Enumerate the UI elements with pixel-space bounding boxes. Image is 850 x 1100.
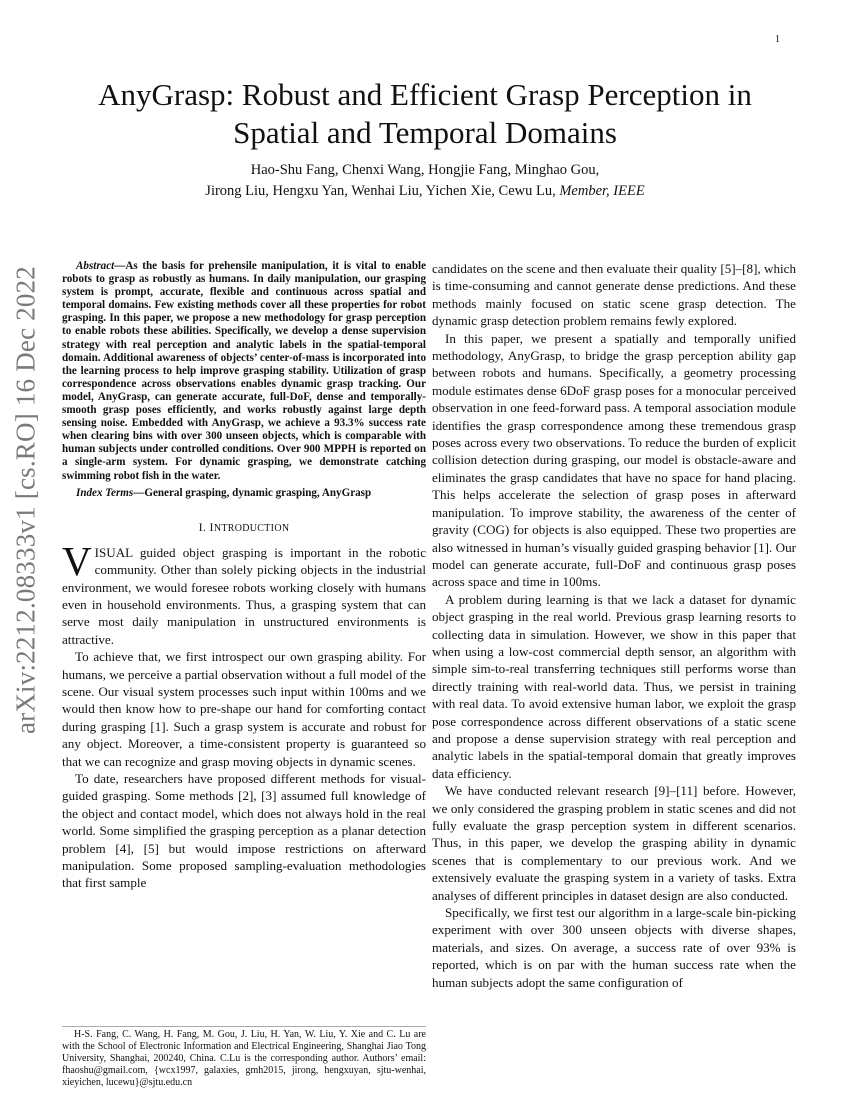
section-title-first-letter: I [209, 519, 214, 534]
author-footnote [62, 1026, 426, 1089]
index-terms [62, 487, 426, 500]
left-column [62, 260, 426, 892]
arxiv-stamp [6, 265, 46, 735]
right-paragraph-4: We have conducted relevant research [9]–[11] before. However, we only considered the grasping problem in static scenes and did not fully evaluate the grasp perception system in different scenarios. Thus, in this paper, we develop the grasping ability in dynamic scenes that is complementary to our previous work. And we extensively evaluate the grasping system in a variety of tasks. Extra analyses of different principles in dataset design are also conducted. [432, 783, 796, 903]
right-paragraph-2: In this paper, we present a spatially and temporally unified methodology, AnyGrasp, to bridge the grasp perception ability gap between robots and humans. Specifically, a geometry processing module estimates dense 6DoF grasp poses for a monocular perceived observation in one feed-forward pass. A temporal association module identifies the grasp correspondence among these tremendous grasp poses across every two observations. To reduce the burden of explicit collision detection during grasping, our model is obstacle-aware and eliminates the grasp candidates that have no space for hand placing. This helps accelerate the selection of grasp poses in afterward manipulation. To improve stability, the awareness of the center of gravity (COG) for objects is also equipped. These two properties are also witnessed in human’s visually guided grasping behavior [1]. Our model can generate accurate, full-DoF and continuous grasp poses across space and time in 100ms. [432, 330, 796, 590]
authors-line-1: Hao-Shu Fang, Chenxi Wang, Hongjie Fang, Minghao Gou, [250, 162, 600, 178]
right-paragraph-1: candidates on the scene and then evaluate their quality [5]–[8], which is time-consuming and cannot generate dense predictions. And these methods mainly focused on static scene grasp detection. The dynamic grasp detection problem remains fewly explored. [432, 261, 796, 329]
abstract [62, 260, 426, 483]
page-number: 1 [775, 34, 780, 45]
intro-paragraph-2: To achieve that, we first introspect our own grasping ability. For humans, we perceive a partial observation without a full model of the scene. Our visual system processes such input within 100ms and we would then know how to pre-shape our hand for comforting contact during grasping [1]. Such a grasp system is accurate and robust for any object. Moreover, a time-consistent property is guaranteed so that we can recognize and grasp moving objects in dynamic scenes. [62, 649, 426, 769]
intro-paragraph-1 [62, 537, 426, 648]
drop-cap: V [62, 537, 92, 584]
section-number: I. [198, 519, 207, 534]
author-list [60, 160, 790, 202]
abstract-text: —As the basis for prehensile manipulation, it is vital to enable robots to grasp as robustly as humans. In daily manipulation, our grasping system is prompt, accurate, flexible and continuous across spatial and temporal domains. Few existing methods cover all these properties for robot grasping. In this paper, we propose a new methodology for grasp perception to enable robots these abilities. Specifically, we develop a dense supervision strategy with real perception and analytic labels in the spatial-temporal domain. Additional awareness of objects’ center-of-mass is incorporated into the learning process to help improve grasping stability. Utilization of grasp correspondence across observations enables dynamic grasp tracking. Our model, AnyGrasp, can generate accurate, full-DoF, dense and temporally-smooth grasp poses efficiently, and works robustly against large depth sensing noise. Embedded with AnyGrasp, we achieve a 93.3% success rate when clearing bins with over 300 unseen objects, which is comparable with human subjects under controlled conditions. Over 900 MPPH is reported on a single-arm system. For dynamic grasping, we demonstrate catching swimming robot fish in the water. [62, 260, 426, 482]
authors-line-2-names: Jirong Liu, Hengxu Yan, Wenhai Liu, Yichen Xie, Cewu Lu, [205, 183, 556, 199]
index-terms-label: Index Terms [76, 486, 134, 499]
section-heading-introduction [62, 520, 426, 535]
intro-paragraph-3: To date, researchers have proposed different methods for visual-guided grasping. Some methods [2], [3] assumed full knowledge of the object and contact model, which does not always hold in the real world. Some simplified the grasping perception as a planar detection problem [4], [5] but would impose restrictions on afterward manipulation. Some proposed sampling-evaluation methodologies that first sample [62, 770, 426, 891]
index-terms-text: —General grasping, dynamic grasping, AnyGrasp [133, 486, 372, 499]
right-paragraph-3: A problem during learning is that we lack a dataset for dynamic object grasping in the real world. Previous grasp learning resorts to collecting data in simulation. However, we show in this paper that when using a low-cost commercial depth sensor, an algorithm with simple sim-to-real transferring techniques still performs worse than directly training with real-world data. Thus, we persist in training with real data. To avoid extensive human labor, we exploit the grasp pose correspondence across different observations of a static scene and propose a dense supervision strategy with real perception and analytic labels in the spatial-temporal domain that greatly improves data efficiency. [432, 591, 796, 781]
right-column [432, 260, 796, 991]
arxiv-stamp-text: arXiv:2212.08333v1 [cs.RO] 16 Dec 2022 [10, 265, 41, 735]
section-title-rest: NTRODUCTION [213, 522, 290, 534]
paper-title: AnyGrasp: Robust and Efficient Grasp Perception in Spatial and Temporal Domains [98, 77, 752, 150]
member-ieee-note: Member, IEEE [559, 183, 645, 199]
author-footnote-text: H-S. Fang, C. Wang, H. Fang, M. Gou, J. Liu, H. Yan, W. Liu, Y. Xie and C. Lu are with the School of Electronic Information and Electrical Engineering, Shanghai Jiao Tong University, Shanghai, 200240, China. C.Lu is the corresponding author. Authors’ email: fhaoshu@gmail.com, {wcx1997, galaxies, gmh2015, jirong, hengxuyan, sjtu-wenhai, xieyichen, lucewu}@sjtu.edu.cn [62, 1029, 426, 1089]
intro-paragraph-1-text: ISUAL guided object grasping is important in the robotic community. Other than solely picking objects in the industrial environment, we would foresee robots working closely with humans even in household environments. Thus, a grasping system that can serve most daily manipulation in unstructured environments is attractive. [62, 544, 426, 647]
authors-line-2 [60, 181, 790, 202]
abstract-label: Abstract [76, 260, 115, 272]
right-paragraph-5: Specifically, we first test our algorithm in a large-scale bin-picking experiment with over 300 unseen objects with diverse shapes, materials, and sizes. On average, a success rate of over 93% is reported, which is on par with the human success rate when the human subjects adopt the same configuration of [432, 905, 796, 990]
